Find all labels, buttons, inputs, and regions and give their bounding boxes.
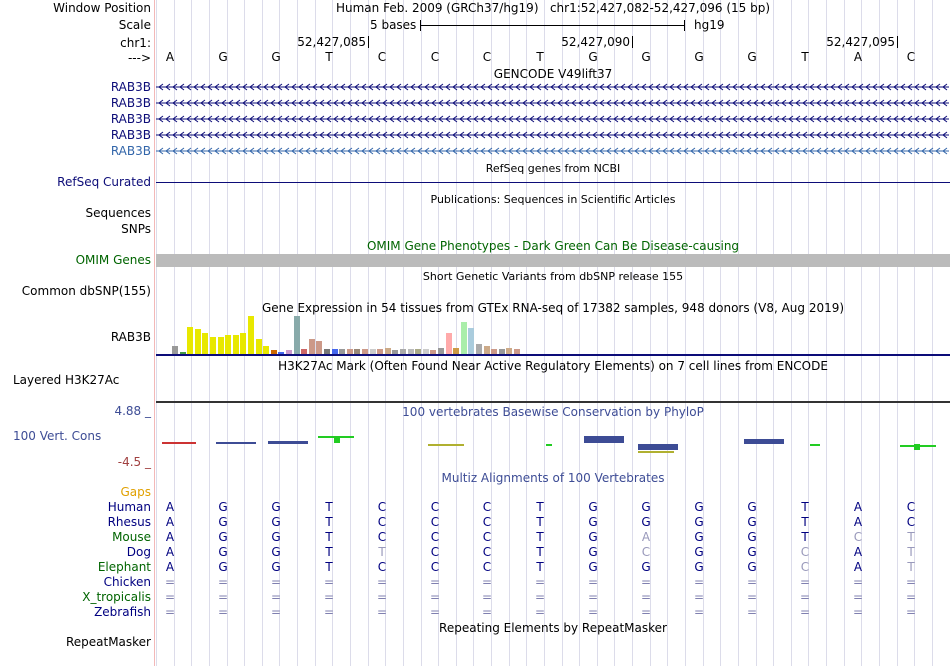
phylop-mark	[546, 444, 552, 446]
label-divider	[154, 0, 155, 666]
gtex-tissue-bar[interactable]	[484, 346, 490, 354]
alignment-base: =	[164, 590, 176, 604]
alignment-base: T	[325, 560, 333, 574]
alignment-base: C	[430, 530, 440, 544]
strand-label: --->	[127, 51, 151, 65]
gtex-gene-label[interactable]: RAB3B	[110, 330, 151, 344]
alignment-base: =	[217, 605, 229, 619]
repeatmasker-label[interactable]: RepeatMasker	[65, 635, 151, 649]
alignment-base: C	[377, 500, 387, 514]
window-position-label: Window Position	[53, 1, 151, 15]
alignment-base: =	[534, 590, 546, 604]
alignment-base: =	[217, 575, 229, 589]
alignment-base: G	[271, 515, 281, 529]
phylop-max-label: 4.88 _	[114, 404, 151, 418]
gtex-tissue-bar[interactable]	[461, 322, 467, 354]
h3k27ac-label[interactable]: Layered H3K27Ac	[13, 373, 120, 387]
alignment-base: =	[164, 605, 176, 619]
base-letter: G	[694, 50, 704, 64]
alignment-base: G	[271, 530, 281, 544]
alignment-base: =	[429, 575, 441, 589]
gene-track-4[interactable]	[156, 128, 949, 142]
gtex-tissue-bar[interactable]	[476, 344, 482, 354]
alignment-base: =	[799, 590, 811, 604]
alignment-base: C	[641, 545, 651, 559]
gene-track-1[interactable]	[156, 80, 949, 94]
alignment-base: C	[853, 530, 863, 544]
alignment-base: =	[481, 605, 493, 619]
alignment-base: C	[482, 560, 492, 574]
alignment-base: G	[588, 515, 598, 529]
alignment-base: C	[800, 545, 810, 559]
alignment-base: =	[429, 605, 441, 619]
position-tick-2	[632, 36, 633, 48]
h3k27ac-baseline	[156, 401, 950, 403]
alignment-base: =	[534, 575, 546, 589]
refseq-title: RefSeq genes from NCBI	[485, 162, 621, 175]
alignment-base: =	[164, 575, 176, 589]
base-letter: A	[853, 50, 863, 64]
species-label-human[interactable]: Human	[107, 500, 151, 514]
position-tick-label-3: 52,427,095	[826, 35, 895, 49]
gtex-bar-graph[interactable]	[156, 316, 950, 354]
phylop-title: 100 vertebrates Basewise Conservation by PhyloP	[402, 405, 704, 419]
alignment-base: C	[906, 515, 916, 529]
gtex-tissue-bar[interactable]	[225, 335, 231, 354]
alignment-base: =	[270, 590, 282, 604]
alignment-base: T	[536, 500, 544, 514]
base-letter: C	[906, 50, 916, 64]
alignment-base: A	[641, 530, 651, 544]
alignment-base: G	[694, 515, 704, 529]
base-sequence-row	[156, 50, 950, 64]
alignment-base: G	[218, 515, 228, 529]
base-letter: G	[747, 50, 757, 64]
alignment-base: G	[218, 500, 228, 514]
alignment-base: A	[165, 545, 175, 559]
gene-label-3[interactable]: RAB3B	[110, 112, 151, 126]
gtex-title: Gene Expression in 54 tissues from GTEx RNA-seq of 17382 samples, 948 donors (V8, Aug 2019)	[261, 301, 845, 315]
alignment-base: A	[853, 560, 863, 574]
gtex-tissue-bar[interactable]	[468, 328, 474, 354]
alignment-base: =	[905, 575, 917, 589]
alignment-base: =	[693, 590, 705, 604]
position-ruler	[156, 35, 950, 49]
gtex-tissue-bar[interactable]	[248, 316, 254, 354]
alignment-base: =	[693, 575, 705, 589]
base-letter: C	[482, 50, 492, 64]
alignment-base: =	[217, 590, 229, 604]
alignment-base: T	[536, 515, 544, 529]
alignment-base: =	[429, 590, 441, 604]
gtex-tissue-bar[interactable]	[218, 337, 224, 354]
phylop-mark	[744, 439, 784, 444]
base-letter: C	[430, 50, 440, 64]
base-letter: T	[325, 50, 333, 64]
species-label-dog[interactable]: Dog	[126, 545, 151, 559]
dbsnp-title: Short Genetic Variants from dbSNP release 155	[422, 270, 684, 283]
alignment-base: =	[746, 605, 758, 619]
alignment-base: G	[641, 515, 651, 529]
alignment-base: G	[747, 500, 757, 514]
gene-track-3[interactable]	[156, 112, 949, 126]
alignment-base: =	[905, 605, 917, 619]
sequences-label[interactable]: Sequences	[85, 206, 151, 220]
alignment-base: T	[907, 560, 915, 574]
species-label-rhesus[interactable]: Rhesus	[107, 515, 151, 529]
phylop-mark	[162, 442, 196, 444]
alignment-base: G	[271, 500, 281, 514]
phylop-track-label[interactable]: 100 Vert. Cons	[13, 429, 102, 443]
alignment-base: A	[165, 500, 175, 514]
phylop-mark	[334, 437, 340, 443]
publications-title: Publications: Sequences in Scientific Articles	[430, 193, 676, 206]
gtex-tissue-bar[interactable]	[210, 337, 216, 354]
species-label-x_tropicalis[interactable]: X_tropicalis	[82, 590, 151, 604]
phylop-mark	[216, 442, 256, 444]
alignment-base: C	[482, 545, 492, 559]
alignment-base: A	[165, 515, 175, 529]
alignment-base: =	[852, 590, 864, 604]
refseq-curated-label[interactable]: RefSeq Curated	[57, 175, 151, 189]
alignment-base: A	[165, 560, 175, 574]
alignment-base: =	[481, 575, 493, 589]
base-letter: G	[588, 50, 598, 64]
species-label-mouse[interactable]: Mouse	[112, 530, 151, 544]
scale-bar	[156, 18, 950, 32]
alignment-base: G	[218, 560, 228, 574]
gtex-baseline	[156, 354, 950, 356]
h3k27ac-title: H3K27Ac Mark (Often Found Near Active Regulatory Elements) on 7 cell lines from ENCODE	[278, 359, 828, 373]
alignment-base: =	[852, 605, 864, 619]
phylop-mark	[428, 444, 464, 446]
species-label-elephant[interactable]: Elephant	[97, 560, 151, 574]
alignment-base: A	[853, 515, 863, 529]
alignment-base: T	[536, 530, 544, 544]
alignment-base: G	[271, 545, 281, 559]
alignment-base: =	[799, 575, 811, 589]
alignment-base: G	[694, 545, 704, 559]
gaps-label: Gaps	[120, 485, 151, 499]
phylop-mark	[638, 444, 678, 450]
gtex-tissue-bar[interactable]	[233, 335, 239, 354]
alignment-base: G	[641, 500, 651, 514]
position-tick-label-1: 52,427,085	[297, 35, 366, 49]
phylop-mark	[584, 436, 624, 443]
alignment-base: C	[482, 500, 492, 514]
alignment-base: =	[323, 605, 335, 619]
alignment-base: =	[746, 590, 758, 604]
alignment-base: C	[482, 515, 492, 529]
alignment-base: =	[640, 605, 652, 619]
alignment-base: C	[430, 515, 440, 529]
alignment-base: T	[325, 515, 333, 529]
alignment-base: =	[746, 575, 758, 589]
base-letter: A	[165, 50, 175, 64]
alignment-base: G	[588, 500, 598, 514]
alignment-base: T	[325, 545, 333, 559]
omim-title: OMIM Gene Phenotypes - Dark Green Can Be Disease-causing	[366, 239, 740, 253]
alignment-base: T	[801, 530, 809, 544]
alignment-base: C	[430, 500, 440, 514]
alignment-base: =	[323, 575, 335, 589]
alignment-base: G	[747, 545, 757, 559]
gene-track-5[interactable]	[156, 144, 949, 158]
alignment-base: =	[376, 605, 388, 619]
alignment-base: G	[218, 530, 228, 544]
base-letter: T	[801, 50, 809, 64]
gtex-tissue-bar[interactable]	[256, 339, 262, 354]
chromosome-label: chr1:	[120, 36, 151, 50]
base-letter: G	[271, 50, 281, 64]
alignment-base: =	[376, 590, 388, 604]
alignment-base: G	[747, 530, 757, 544]
alignment-base: T	[907, 545, 915, 559]
base-letter: G	[218, 50, 228, 64]
alignment-base: T	[801, 500, 809, 514]
alignment-base: G	[641, 560, 651, 574]
alignment-base: =	[270, 575, 282, 589]
gtex-tissue-bar[interactable]	[309, 339, 315, 354]
alignment-base: =	[640, 575, 652, 589]
gencode-title: GENCODE V49lift37	[493, 67, 613, 81]
alignment-base: T	[907, 530, 915, 544]
alignment-base: =	[587, 575, 599, 589]
species-label-zebrafish[interactable]: Zebrafish	[94, 605, 151, 619]
phylop-graph[interactable]	[156, 430, 950, 456]
alignment-base: C	[430, 545, 440, 559]
alignment-base: =	[587, 605, 599, 619]
alignment-base: G	[588, 545, 598, 559]
alignment-base: T	[801, 515, 809, 529]
omim-gene-bar[interactable]	[156, 254, 950, 267]
alignment-base: =	[534, 605, 546, 619]
alignment-base: G	[588, 560, 598, 574]
base-letter: T	[536, 50, 544, 64]
gtex-tissue-bar[interactable]	[316, 341, 322, 354]
position-tick-1	[368, 36, 369, 48]
position-tick-3	[897, 36, 898, 48]
alignment-base: C	[377, 530, 387, 544]
phylop-mark	[268, 441, 308, 444]
gtex-tissue-bar[interactable]	[187, 327, 193, 354]
gene-label-5[interactable]: RAB3B	[110, 144, 151, 158]
alignment-base: G	[694, 530, 704, 544]
common-dbsnp-label[interactable]: Common dbSNP(155)	[21, 284, 151, 298]
gtex-tissue-bar[interactable]	[195, 329, 201, 354]
gtex-tissue-bar[interactable]	[446, 333, 452, 354]
alignment-base: =	[640, 590, 652, 604]
alignment-base: A	[853, 500, 863, 514]
alignment-base: A	[853, 545, 863, 559]
phylop-mark	[810, 444, 820, 446]
gene-track-2[interactable]	[156, 96, 949, 110]
alignment-base: G	[694, 500, 704, 514]
species-label-chicken[interactable]: Chicken	[103, 575, 151, 589]
position-tick-label-2: 52,427,090	[561, 35, 630, 49]
alignment-base: =	[270, 605, 282, 619]
alignment-base: G	[588, 530, 598, 544]
gtex-tissue-bar[interactable]	[172, 346, 178, 354]
alignment-base: =	[323, 590, 335, 604]
alignment-base: C	[377, 560, 387, 574]
refseq-gene-line[interactable]	[156, 182, 950, 183]
multiz-title: Multiz Alignments of 100 Vertebrates	[441, 471, 665, 485]
gtex-tissue-bar[interactable]	[263, 346, 269, 354]
alignment-base: G	[747, 515, 757, 529]
gene-label-2[interactable]: RAB3B	[110, 96, 151, 110]
track-labels-panel	[0, 0, 153, 666]
window-position-text: Human Feb. 2009 (GRCh37/hg19) chr1:52,427,082-52,427,096 (15 bp)	[335, 1, 771, 15]
alignment-base: =	[587, 590, 599, 604]
alignment-base: T	[536, 560, 544, 574]
gene-label-4[interactable]: RAB3B	[110, 128, 151, 142]
gtex-tissue-bar[interactable]	[294, 316, 300, 354]
phylop-mark	[914, 444, 920, 450]
scale-db: hg19	[694, 18, 725, 32]
alignment-base: =	[376, 575, 388, 589]
alignment-base: =	[693, 605, 705, 619]
alignment-base: =	[905, 590, 917, 604]
alignment-base: =	[799, 605, 811, 619]
alignment-base: T	[536, 545, 544, 559]
alignment-base: T	[325, 530, 333, 544]
alignment-base: G	[747, 560, 757, 574]
phylop-min-label: -4.5 _	[117, 455, 151, 469]
base-letter: C	[377, 50, 387, 64]
alignment-base: C	[482, 530, 492, 544]
alignment-base: =	[852, 575, 864, 589]
alignment-base: T	[378, 545, 386, 559]
scale-text: 5 bases	[370, 18, 417, 32]
genome-browser-image[interactable]	[156, 0, 950, 666]
alignment-base: C	[377, 515, 387, 529]
phylop-mark	[638, 451, 674, 453]
alignment-base: A	[165, 530, 175, 544]
gtex-tissue-bar[interactable]	[240, 333, 246, 354]
scale-label: Scale	[118, 18, 151, 32]
alignment-base: G	[218, 545, 228, 559]
snps-label[interactable]: SNPs	[121, 222, 151, 236]
gtex-tissue-bar[interactable]	[202, 333, 208, 354]
alignment-base: C	[906, 500, 916, 514]
alignment-base: C	[430, 560, 440, 574]
gene-label-1[interactable]: RAB3B	[110, 80, 151, 94]
alignment-base: =	[481, 590, 493, 604]
omim-genes-label[interactable]: OMIM Genes	[75, 253, 151, 267]
alignment-base: G	[694, 560, 704, 574]
repeatmasker-title: Repeating Elements by RepeatMasker	[439, 621, 667, 635]
base-letter: G	[641, 50, 651, 64]
alignment-base: C	[800, 560, 810, 574]
alignment-base: T	[325, 500, 333, 514]
alignment-base: G	[271, 560, 281, 574]
